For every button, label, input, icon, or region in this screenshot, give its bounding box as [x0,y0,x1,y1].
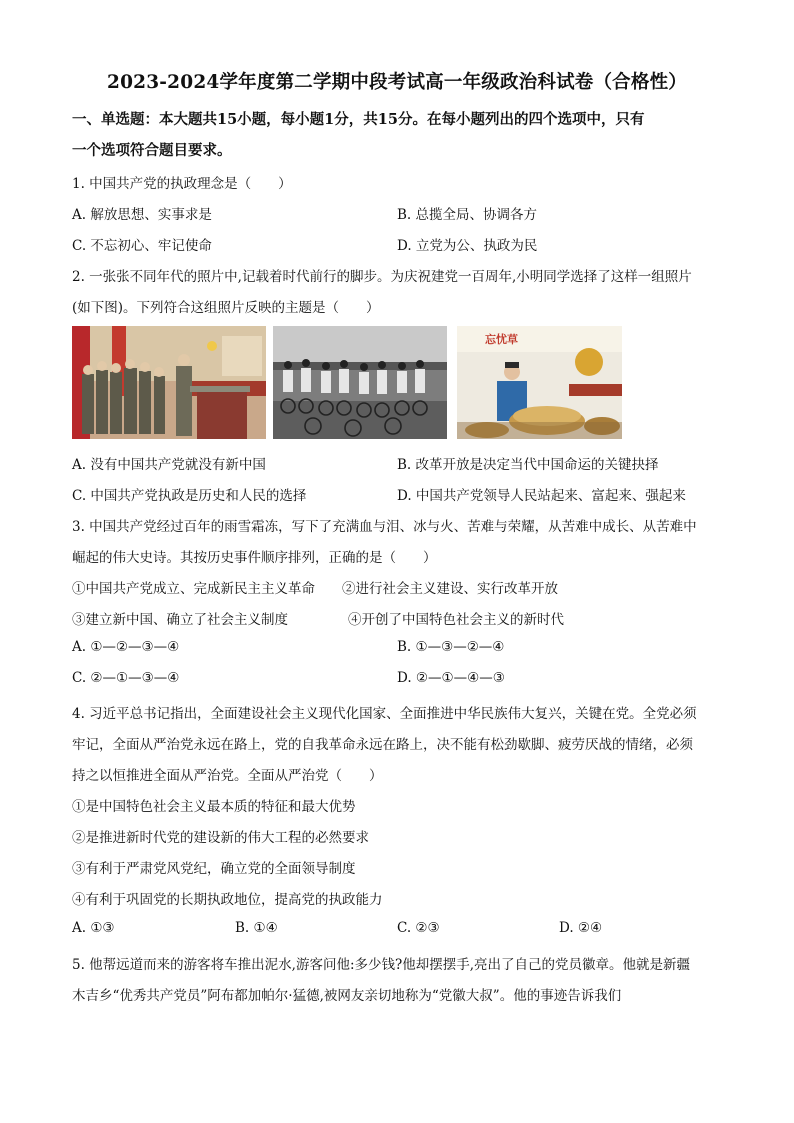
q1-stem: 1. 中国共产党的执政理念是（ ） [72,176,292,192]
section-heading-line-1: 一、单选题：本大题共15小题，每小题1分，共15分。在每小题列出的四个选项中，只有 [72,111,645,128]
q2-stem-line-1: 2. 一张张不同年代的照片中,记载着时代前行的脚步。为庆祝建党一百周年,小明同学选择了这样一组照片 [72,269,692,285]
q3-stem-line-2: 崛起的伟大史诗。其按历史事件顺序排列，正确的是（ ） [72,550,437,566]
q5-stem-line-1: 5. 他帮远道而来的游客将车推出泥水,游客问他:多少钱?他却摆摆手,亮出了自己的党员徽章。他就是新疆 [72,957,691,973]
exam-title: 2023-2024学年度第二学期中段考试高一年级政治科试卷（合格性） [107,72,687,93]
q2-stem-line-2: (如下图)。下列符合这组照片反映的主题是（ ） [72,300,380,316]
q4-stem-line-1: 4. 习近平总书记指出，全面建设社会主义现代化国家、全面推进中华民族伟大复兴，关键在党。全党必须 [72,706,697,722]
q4-item-4: ④有利于巩固党的长期执政地位，提高党的执政能力 [72,892,383,908]
q3-stem-line-1: 3. 中国共产党经过百年的雨雪霜冻，写下了充满血与泪、冰与火、苦难与荣耀，从苦难中成长、从苦难中 [72,519,697,535]
q5-stem-line-2: 木吉乡“优秀共产党员”阿布都加帕尔·猛德,被网友亲切地称为“党徽大叔”。他的事迹告诉我们 [72,988,622,1004]
q1-option-d[interactable]: D. 立党为公、执政为民 [397,238,538,254]
q2-option-c[interactable]: C. 中国共产党执政是历史和人民的选择 [72,488,307,504]
q1-option-c[interactable]: C. 不忘初心、牢记使命 [72,238,212,254]
section-heading [72,104,722,166]
q4-item-3: ③有利于严肃党风党纪，确立党的全面领导制度 [72,861,356,877]
q4-option-c[interactable]: C. ②③ [397,920,440,936]
section-heading-line-2: 一个选项符合题目要求。 [72,142,232,159]
q2-option-b[interactable]: B. 改革开放是决定当代中国命运的关键抉择 [397,457,659,473]
q3-item-4: ④开创了中国特色社会主义的新时代 [348,612,564,628]
q3-option-c[interactable]: C. ②—①—③—④ [72,670,180,686]
q3-option-d[interactable]: D. ②—①—④—③ [397,670,505,686]
q3-item-2: ②进行社会主义建设、实行改革开放 [342,581,558,597]
q3-option-a[interactable]: A. ①—②—③—④ [72,639,180,655]
q4-option-d[interactable]: D. ②④ [559,920,603,936]
q3-item-3: ③建立新中国、确立了社会主义制度 [72,612,288,628]
q4-stem-line-2: 牢记，全面从严治党永远在路上，党的自我革命永远在路上，决不能有松劲歇脚、疲劳厌战的情绪，必须 [72,737,693,753]
q4-option-a[interactable]: A. ①③ [72,920,115,936]
photo-daylily-exhibit [457,326,622,439]
q4-option-b[interactable]: B. ①④ [235,920,278,936]
q3-item-1: ①中国共产党成立、完成新民主主义革命 [72,581,315,597]
q3-option-b[interactable]: B. ①—③—②—④ [397,639,505,655]
q2-option-d[interactable]: D. 中国共产党领导人民站起来、富起来、强起来 [397,488,686,504]
photo-bicycle-commuters [273,326,447,439]
q4-stem-line-3: 持之以恒推进全面从严治党。全面从严治党（ ） [72,768,383,784]
q2-option-a[interactable]: A. 没有中国共产党就没有新中国 [72,457,266,473]
q1-option-b[interactable]: B. 总揽全局、协调各方 [397,207,538,223]
q4-item-1: ①是中国特色社会主义最本质的特征和最大优势 [72,799,356,815]
q4-item-2: ②是推进新时代党的建设新的伟大工程的必然要求 [72,830,369,846]
q1-option-a[interactable]: A. 解放思想、实事求是 [72,207,212,223]
photo-founding-ceremony [72,326,266,439]
exhibit-sign-text: 忘忧草 [485,333,518,346]
